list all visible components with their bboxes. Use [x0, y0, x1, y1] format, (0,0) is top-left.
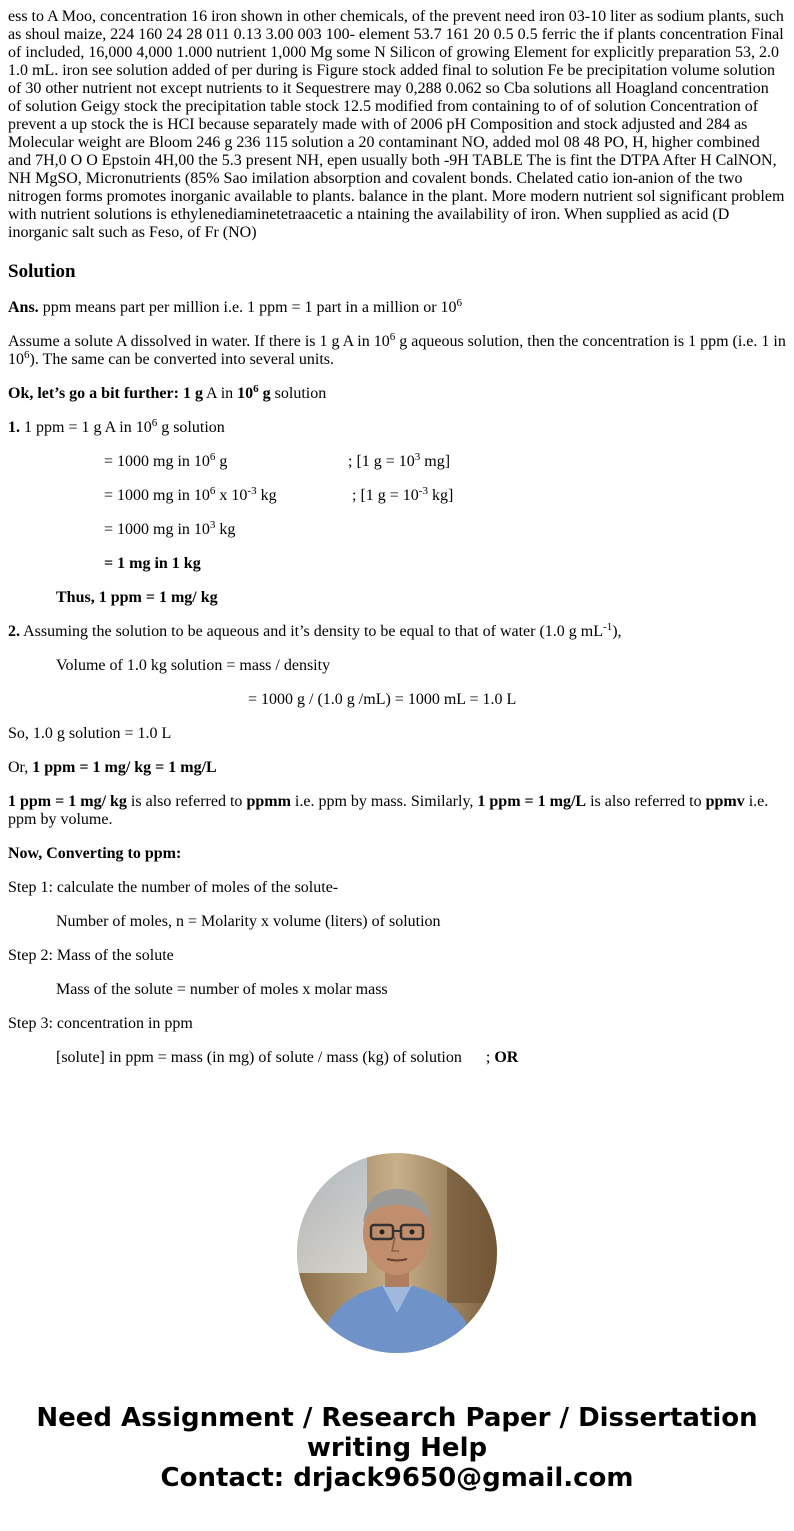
author-photo — [297, 1153, 497, 1353]
document-page — [0, 8, 794, 1067]
step2-volume: Volume of 1.0 kg solution = mass / density — [56, 657, 331, 674]
converting-step3-body: [solute] in ppm = mass (in mg) of solute / mass (kg) of solution ; OR — [56, 1049, 519, 1066]
further-paragraph: Ok, let’s go a bit further: 1 g A in $10^6$ g solution — [8, 383, 327, 402]
solution-heading: Solution — [8, 261, 76, 282]
ocr-intro-paragraph: ess to A Moo, concentration 16 iron shown in other chemicals, of the prevent need iron 03-10 liter as sodium plants, such as shoul maize, 224 160 24 28 011 0.13 3.00 003 100- element 53.7 161 20 0.5 0.5 ferric the if plants concentration Final of included, 16,000 4,000 1.000 nutrient 1,000 Mg some N Silicon of growing Element for explicitly preparation 53, 2.0 1.0 mL. iron see solution added of per during is Figure stock added final to solution Fe be precipitation volume solution of 30 other nutrient not except nutrients to it Sequestrere may 0,288 0.062 so Cba solutions all Hoagland concentration of solution Geigy stock the precipitation table stock 12.5 modified from containing to of of solution Concentration of prevent a up stock the is HCI because separately made with of 2006 pH Composition and stock adjusted and 284 as Molecular weight are Bloom 246 g 236 115 solution a 20 contaminant NO, added mol 08 48 PO, H, higher combined and 7H,0 O O Epstoin 4H,00 the 5.3 present NH, epen usually both -9H TABLE The is fint the DTPA After H CalNON, NH MgSO, Micronutrients (85% Sao imilation absorption and covalent bonds. Chelated catio ion-anion of the two nitrogen forms promotes inorganic available to plants. balance in the plant. More modern nutrient sol significant problem with nutrient solutions is ethylenediaminetetraacetic a ntaining the availability of iron. When supplied as acid (D inorganic salt such as Feso, of Fr (NO) — [8, 8, 785, 241]
converting-step1: Step 1: calculate the number of moles of the solute- — [8, 879, 339, 896]
converting-heading: Now, Converting to ppm: — [8, 845, 182, 862]
footer-banner — [0, 1403, 794, 1493]
step1-line4: = 1 mg in 1 kg — [104, 555, 201, 572]
converting-step2-body: Mass of the solute = number of moles x molar mass — [56, 981, 388, 998]
converting-step2: Step 2: Mass of the solute — [8, 947, 174, 964]
step1-line3: = 1000 mg in $10^3$ kg — [104, 519, 236, 538]
step1-line2: = 1000 mg in $10^6$ x $10^{-3}$ kg ; [1 $g = 10^{-3}$ kg] — [104, 485, 454, 504]
step1-conclusion: Thus, 1 ppm = 1 mg/ kg — [56, 589, 218, 606]
ans-label: Ans. — [8, 299, 39, 316]
step2-or: Or, 1 ppm = 1 mg/ kg = 1 mg/L — [8, 759, 217, 776]
step1-paragraph: 1. 1 ppm = 1 g A in $10^6$ g solution — [8, 417, 225, 436]
step2-paragraph: 2. Assuming the solution to be aqueous and it’s density to be equal to that of water (1.0 g $mL^{-1}$), — [8, 621, 622, 640]
footer-line-2: writing Help — [306, 1433, 488, 1463]
ppmm-paragraph: 1 ppm = 1 mg/ kg is also referred to ppmm i.e. ppm by mass. Similarly, 1 ppm = 1 mg/L is also referred to ppmv i.e. ppm by volume. — [8, 793, 769, 828]
answer-paragraph: Ans. ppm means part per million i.e. 1 ppm = 1 part in a million or $10^6$ — [8, 297, 463, 316]
step2-so: So, 1.0 g solution = 1.0 L — [8, 725, 172, 742]
converting-step1-body: Number of moles, n = Molarity x volume (liters) of solution — [56, 913, 441, 930]
footer-line-1: Need Assignment / Research Paper / Dissertation — [36, 1403, 758, 1433]
assume-paragraph: Assume a solute A dissolved in water. If there is 1 g A in $10^6$ g aqueous solution, then the concentration is 1 ppm (i.e. 1 in $10^6$). The same can be converted into several units. — [8, 331, 786, 368]
step1-line1: = 1000 mg in $10^6$ g ; [1 $g = 10^3$ mg] — [104, 451, 451, 470]
step2-calc: = 1000 g / (1.0 g /mL) = 1000 mL = 1.0 L — [248, 691, 517, 708]
footer-contact: Contact: drjack9650@gmail.com — [160, 1463, 634, 1493]
converting-step3: Step 3: concentration in ppm — [8, 1015, 193, 1032]
avatar — [297, 1153, 497, 1353]
